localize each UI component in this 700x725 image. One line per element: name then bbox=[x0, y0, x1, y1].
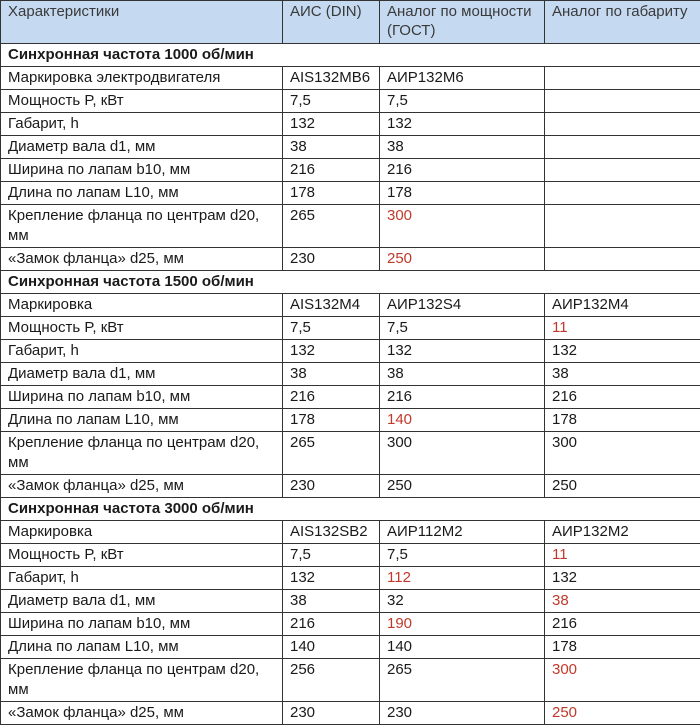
row-label: Ширина по лапам b10, мм bbox=[1, 613, 283, 636]
table-row bbox=[1, 317, 700, 340]
value-cell: 7,5 bbox=[380, 544, 545, 567]
value-cell: АИР132S4 bbox=[380, 294, 545, 317]
header-row bbox=[1, 1, 700, 44]
table-row bbox=[1, 136, 700, 159]
value-cell: 265 bbox=[283, 432, 380, 475]
value-cell: 38 bbox=[283, 590, 380, 613]
table-row bbox=[1, 205, 700, 248]
value-cell bbox=[545, 205, 700, 248]
row-label: Диаметр вала d1, мм bbox=[1, 363, 283, 386]
value-cell: 38 bbox=[380, 136, 545, 159]
value-cell: 132 bbox=[283, 567, 380, 590]
table-row bbox=[1, 159, 700, 182]
section-title: Синхронная частота 3000 об/мин bbox=[1, 498, 700, 521]
header-ais-din: АИС (DIN) bbox=[283, 1, 380, 44]
row-label: Крепление фланца по центрам d20, мм bbox=[1, 659, 283, 702]
value-cell: 140 bbox=[380, 636, 545, 659]
table-row bbox=[1, 613, 700, 636]
header-power-analog: Аналог по мощности (ГОСТ) bbox=[380, 1, 545, 44]
value-cell: 216 bbox=[380, 159, 545, 182]
table-row bbox=[1, 340, 700, 363]
section-header-row bbox=[1, 44, 700, 67]
value-cell: 7,5 bbox=[380, 90, 545, 113]
value-cell bbox=[545, 136, 700, 159]
row-label: Габарит, h bbox=[1, 340, 283, 363]
value-cell bbox=[545, 159, 700, 182]
row-label: Крепление фланца по центрам d20, мм bbox=[1, 432, 283, 475]
value-cell: 178 bbox=[545, 409, 700, 432]
value-cell: AIS132M4 bbox=[283, 294, 380, 317]
value-cell: 38 bbox=[283, 363, 380, 386]
value-cell: 132 bbox=[545, 340, 700, 363]
value-cell: 250 bbox=[380, 475, 545, 498]
value-cell: 216 bbox=[545, 613, 700, 636]
row-label: «Замок фланца» d25, мм bbox=[1, 702, 283, 725]
table-row bbox=[1, 386, 700, 409]
row-label: Мощность P, кВт bbox=[1, 90, 283, 113]
section-title: Синхронная частота 1500 об/мин bbox=[1, 271, 700, 294]
value-cell: 7,5 bbox=[283, 317, 380, 340]
row-label: Длина по лапам L10, мм bbox=[1, 636, 283, 659]
value-cell: 230 bbox=[380, 702, 545, 725]
value-cell: 132 bbox=[545, 567, 700, 590]
value-cell: 7,5 bbox=[283, 90, 380, 113]
header-size-analog: Аналог по габариту bbox=[545, 1, 700, 44]
table-row bbox=[1, 659, 700, 702]
table-row bbox=[1, 409, 700, 432]
row-label: «Замок фланца» d25, мм bbox=[1, 248, 283, 271]
row-label: «Замок фланца» d25, мм bbox=[1, 475, 283, 498]
row-label: Ширина по лапам b10, мм bbox=[1, 386, 283, 409]
value-cell: 178 bbox=[545, 636, 700, 659]
row-label: Маркировка bbox=[1, 294, 283, 317]
value-cell: 216 bbox=[283, 159, 380, 182]
row-label: Длина по лапам L10, мм bbox=[1, 182, 283, 205]
table-row bbox=[1, 248, 700, 271]
section-header-row bbox=[1, 271, 700, 294]
value-cell: АИР112М2 bbox=[380, 521, 545, 544]
header-characteristics: Характеристики bbox=[1, 1, 283, 44]
table-row bbox=[1, 636, 700, 659]
spec-table-body bbox=[1, 1, 700, 725]
value-cell: 38 bbox=[380, 363, 545, 386]
table-row bbox=[1, 432, 700, 475]
row-label: Диаметр вала d1, мм bbox=[1, 590, 283, 613]
value-cell: AIS132MB6 bbox=[283, 67, 380, 90]
value-cell: АИР132М2 bbox=[545, 521, 700, 544]
section-header-row bbox=[1, 498, 700, 521]
row-label: Крепление фланца по центрам d20, мм bbox=[1, 205, 283, 248]
value-cell: 11 bbox=[545, 544, 700, 567]
value-cell: АИР132М6 bbox=[380, 67, 545, 90]
table-row bbox=[1, 702, 700, 725]
value-cell: 132 bbox=[380, 113, 545, 136]
value-cell: 140 bbox=[283, 636, 380, 659]
value-cell: 216 bbox=[545, 386, 700, 409]
row-label: Габарит, h bbox=[1, 567, 283, 590]
section-title: Синхронная частота 1000 об/мин bbox=[1, 44, 700, 67]
value-cell: 32 bbox=[380, 590, 545, 613]
value-cell: 140 bbox=[380, 409, 545, 432]
table-row bbox=[1, 544, 700, 567]
table-row bbox=[1, 182, 700, 205]
value-cell: 132 bbox=[283, 340, 380, 363]
value-cell: 11 bbox=[545, 317, 700, 340]
table-row bbox=[1, 294, 700, 317]
value-cell: 190 bbox=[380, 613, 545, 636]
value-cell: 300 bbox=[380, 432, 545, 475]
row-label: Диаметр вала d1, мм bbox=[1, 136, 283, 159]
value-cell: 216 bbox=[283, 613, 380, 636]
value-cell: AIS132SB2 bbox=[283, 521, 380, 544]
value-cell bbox=[545, 67, 700, 90]
table-row bbox=[1, 363, 700, 386]
value-cell: 230 bbox=[283, 702, 380, 725]
table-row bbox=[1, 521, 700, 544]
row-label: Маркировка bbox=[1, 521, 283, 544]
value-cell: 300 bbox=[545, 432, 700, 475]
value-cell: 132 bbox=[283, 113, 380, 136]
row-label: Мощность P, кВт bbox=[1, 317, 283, 340]
value-cell: 38 bbox=[545, 363, 700, 386]
table-row bbox=[1, 113, 700, 136]
value-cell: 250 bbox=[380, 248, 545, 271]
value-cell: 230 bbox=[283, 248, 380, 271]
value-cell: 178 bbox=[380, 182, 545, 205]
value-cell: 7,5 bbox=[283, 544, 380, 567]
value-cell: АИР132М4 bbox=[545, 294, 700, 317]
value-cell: 38 bbox=[283, 136, 380, 159]
value-cell: 178 bbox=[283, 182, 380, 205]
value-cell bbox=[545, 248, 700, 271]
value-cell: 216 bbox=[380, 386, 545, 409]
value-cell: 250 bbox=[545, 702, 700, 725]
value-cell: 230 bbox=[283, 475, 380, 498]
value-cell: 250 bbox=[545, 475, 700, 498]
value-cell: 38 bbox=[545, 590, 700, 613]
value-cell: 216 bbox=[283, 386, 380, 409]
value-cell: 265 bbox=[380, 659, 545, 702]
table-row bbox=[1, 90, 700, 113]
table-row bbox=[1, 475, 700, 498]
value-cell: 7,5 bbox=[380, 317, 545, 340]
value-cell: 300 bbox=[545, 659, 700, 702]
row-label: Маркировка электродвигателя bbox=[1, 67, 283, 90]
value-cell: 256 bbox=[283, 659, 380, 702]
table-row bbox=[1, 567, 700, 590]
value-cell: 265 bbox=[283, 205, 380, 248]
row-label: Габарит, h bbox=[1, 113, 283, 136]
value-cell bbox=[545, 113, 700, 136]
row-label: Ширина по лапам b10, мм bbox=[1, 159, 283, 182]
value-cell: 300 bbox=[380, 205, 545, 248]
value-cell: 132 bbox=[380, 340, 545, 363]
row-label: Мощность P, кВт bbox=[1, 544, 283, 567]
value-cell bbox=[545, 182, 700, 205]
value-cell: 112 bbox=[380, 567, 545, 590]
table-row bbox=[1, 590, 700, 613]
value-cell: 178 bbox=[283, 409, 380, 432]
table-row bbox=[1, 67, 700, 90]
value-cell bbox=[545, 90, 700, 113]
row-label: Длина по лапам L10, мм bbox=[1, 409, 283, 432]
